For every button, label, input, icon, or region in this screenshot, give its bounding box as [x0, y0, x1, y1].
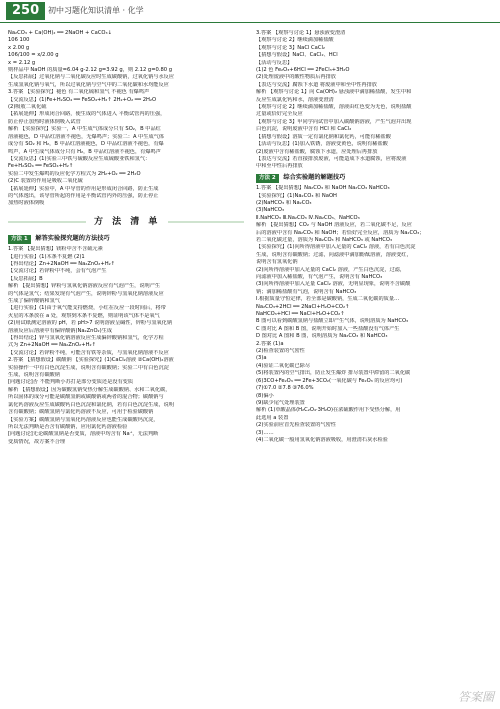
text-line: 解析 【猜想假设】因为碳酸氢钠受热分解生成碳酸钠、水和二氧化碳， — [8, 386, 171, 393]
text-line: 106/100 = x/2.00 g — [8, 52, 59, 59]
text-line: 过量或恰好完全反应 — [256, 111, 303, 118]
text-line: Ⅰ.根据质量守恒定律，若全部是碳酸钠，生成二氧化碳的质量… — [256, 296, 400, 303]
text-line: Na₂CO₃+2HCl ══ 2NaCl+H₂O+CO₂↑ — [256, 303, 350, 310]
text-line: (2)实验前应首先检查装置的气密性 — [256, 422, 336, 429]
text-line: [问题讨论]否 不能判断小苏打是部分变质还是没有变质 — [8, 379, 134, 386]
text-line: (4)二氧化碳一般用氢氧化钠溶液吸收，用澄清石灰水检验 — [256, 436, 388, 443]
text-line: 所以无法判断是否含有碳酸钠，应用氯化钙溶液检验 — [8, 423, 128, 430]
text-line: (7)①7.0 ②7.8 ③76.0% — [256, 385, 314, 392]
text-line: 白色沉淀，说明废液中含有 HCl 和 CaCl₂ — [256, 126, 352, 133]
text-line: 的气体是氢气；结果发现有气泡产生，说明锌粉与氢氧化钠溶液反应 — [8, 290, 164, 297]
text-line: C 图对比 A 图和 B 图，说明开始时加入一些盐酸没有气体产生 — [256, 325, 400, 332]
text-line: 钠；滴加稀盐酸有气泡，说明含有 NaHCO₃ — [256, 288, 357, 295]
text-line: Na₂CO₃ + Ca(OH)₂ ══ 2NaOH + CaCO₃↓ — [8, 30, 112, 36]
text-line: (4)验证二氧化碳已除尽 — [256, 362, 311, 369]
text-line: (2)用试纸测定溶液的 pH，若 pH>7 说明溶液呈碱性，锌粉与氢氧化钠 — [8, 320, 173, 327]
text-line: 3.答案 【观察与讨论 1】悬浊液变澄清 — [256, 30, 346, 36]
text-line: 防止停止加热时液体倒吸入试管 — [8, 118, 81, 125]
text-line: 【实验探究】(1)Na₂CO₃ 和 NaOH — [256, 192, 337, 199]
right-text-block-2 — [256, 185, 492, 444]
text-line: 解析 【提出猜想】锌粉与氢氧化钠溶液反应有气泡产生，说明产生 — [8, 283, 161, 290]
text-line: (8)偏小 — [256, 392, 274, 399]
text-line: 向滤液中加入稀盐酸，有气泡产生，说明含有 NaHCO₃ — [256, 274, 383, 280]
text-line: 【观察与讨论 2】继续滴加稀盐酸，溶液由红色变为无色，说明盐酸 — [256, 104, 412, 111]
method-2-title: 综合实验题的解题技巧 — [283, 173, 346, 181]
text-line: 反应生成氯化钙和水，溶液变澄清 — [256, 96, 334, 103]
text-line: 【实验探究】(1)向所得溶液中加入足量的 CaCl₂ 溶液，若有白色沉淀 — [256, 244, 416, 251]
text-line: 溶液反应后溶液中有偏锌酸钠(Na₂ZnO₂)生成 — [8, 327, 113, 334]
text-line: 【得出结论】Zn+2NaOH ══ Na₂ZnO₂+H₂↑ — [8, 260, 116, 267]
text-line: 成分有 SO₂ 和 H₂，B 中品红溶液褪色，D 中品红溶液不褪色，有爆 — [8, 141, 164, 148]
text-line: 生成氢氧化钠与氧气，所以过氧化钠与空气中的二氧化碳和水均能反应 — [8, 81, 169, 88]
text-line: 【得出结论】锌与氢氧化钠溶液反应生成偏锌酸钠和氢气，化学方程 — [8, 335, 164, 342]
method-list-banner — [8, 214, 244, 230]
text-line: 【活动与反思】 — [256, 59, 293, 66]
text-line: x = 2.12 g — [8, 59, 36, 66]
text-line: 1.答案 【提出猜想】Na₂CO₃ 和 NaOH Na₂CO₃ NaHCO₃ — [256, 185, 390, 192]
text-line: x 2.00 g — [8, 44, 30, 51]
text-line: 实验操作一中有白色沉淀生成，说明含有碳酸钠；实验二中有白色沉淀 — [8, 364, 169, 371]
text-line: 【观察与讨论 3】甲同学向试管中加入碳酸钠溶液，产生气泡并出现 — [256, 118, 412, 125]
header-title: 初中习题化知识清单 · 化学 — [48, 6, 144, 15]
text-line: 火星的木条放在 a 处，观察到木条不复燃，则证明该气体不是氧气 — [8, 312, 160, 319]
text-line: 说明含有氢氧化钠 — [256, 259, 298, 266]
text-line: 【交流讨论】若锌粉不纯，可能含有铁等杂质，与氢氧化钠溶液不反应 — [8, 349, 169, 356]
text-line: 所以固体的成分可能是碳酸氢钠或碳酸钠或两者的混合物；碳酸钠与 — [8, 394, 164, 401]
text-line: 解析 【实验探究】实验一，A 中生成气体成分只有 SO₂，B 中品红 — [8, 126, 161, 133]
text-line: 此选用 a 装置 — [256, 414, 289, 421]
text-line: 氯化钙溶液反应生成碳酸钙白色沉淀和氯化钠，若有白色沉淀生成，说明 — [8, 401, 175, 408]
text-line: 的气体逸出，该导管所起的作用是平衡试管内外的压强，防止停止 — [8, 192, 159, 199]
left-column — [8, 30, 244, 446]
text-line: (1)2 色 Fe₂O₃+6HCl ══ 2FeCl₃+3H₂O — [256, 67, 350, 74]
text-line: (2)废液中含有稀盐酸，腐蚀下水道，应处理后再排放 — [256, 148, 378, 155]
text-line: 【拓展延伸】实验中，A 中导管的作用是形成闭合回路，防止生成 — [8, 185, 159, 192]
text-line: (2)NaHCO₃ 和 Na₂CO₃ — [256, 199, 312, 206]
page-number: 250 — [6, 2, 45, 20]
text-line: 【表达与交流】若直接排放废液，可能造成下水道腐蚀，应将废液 — [256, 155, 407, 162]
left-text-block — [8, 30, 244, 208]
page-header — [0, 0, 500, 23]
text-line: 【猜想与假设】NaCl、CaCl₂、HCl — [256, 52, 338, 59]
text-line: 【观察与讨论 3】NaCl CaCl₂ — [256, 44, 325, 51]
text-line: 解析 【观察与讨论 1】向 Ca(OH)₂ 悬浊液中滴加稀盐酸，发生中和 — [256, 89, 412, 96]
text-line: 2.答案 【猜想假设】碳酸钠 【实验探究】(1)CaCl₂溶液 ②Ca(OH)₂溶液 — [8, 357, 174, 364]
text-line: 【反思拓展】过氧化钠与二氧化碳反应时生成碳酸钠，过氧化钠与水反应 — [8, 74, 175, 81]
text-line: 解析 (1)草酸晶体(H₂C₂O₄·3H₂O)在浓硫酸作用下受热分解，用 — [256, 407, 401, 414]
text-line: (2)处理废液中的酸性物质后再排放 — [256, 74, 336, 81]
text-line: 【表达与交流】腐蚀下水道 将废液中和至中性再排放 — [256, 81, 377, 88]
banner-title: 方 法 清 单 — [86, 214, 168, 230]
text-line: 式为 Zn+2NaOH ══ Na₂ZnO₂+H₂↑ — [8, 342, 96, 349]
text-line: (2)检查装置的气密性 — [256, 348, 305, 355]
text-line: Fe+H₂SO₄ ══ FeSO₄+H₂↑ — [8, 163, 74, 170]
text-line: 鸣声，A 中生成气体成分只有 H₂，B 中品红溶液不褪色，有爆鸣声 — [8, 148, 161, 155]
text-line: [问题讨论]无论碳酸氢钠是否变质，溶液中均含有 Na⁺，无法判断 — [8, 431, 159, 438]
text-line: 加热时液体倒吸 — [8, 200, 45, 207]
text-line: 生成了偏锌酸钠和氢气 — [8, 298, 60, 304]
text-line: 【实验方案】碳酸氢钠与氢氧化钙溶液反应也能生成碳酸钙沉淀， — [8, 416, 159, 423]
method-1-tag: 方法 1 — [8, 235, 31, 244]
right-text-block — [256, 30, 492, 171]
text-line: 溶液褪色，D 中品红溶液不褪色，无爆鸣声；实验二：A 中生成气体 — [8, 133, 165, 140]
text-line: 2.答案 (1)a — [256, 340, 284, 347]
text-line: D 图对比 A 图和 B 图，说明溶质为 Na₂CO₃ 和 NaHCO₃ — [256, 333, 388, 340]
text-line: Ⅱ.NaHCO₃ Ⅲ.Na₂CO₃ Ⅳ.Na₂CO₃、NaHCO₃ — [256, 214, 360, 221]
text-line: 生成，说明含有碳酸钠 — [8, 372, 60, 379]
text-line: (3)NaHCO₃ — [256, 207, 285, 214]
text-line: 则样品中 NaOH 的质量=6.04 g-2.12 g=3.92 g，则 2.12 g=0.80 g — [8, 67, 173, 74]
method-1-title: 解答实验探究题的方法技巧 — [35, 234, 110, 242]
text-line: 【交流反思】(1)实验三中铁与硫酸反应生成硫酸亚铁和氢气： — [8, 155, 151, 162]
text-line: 变质情况，故方案不合理 — [8, 438, 66, 445]
text-line: (2)C 装置的作用是吸收二氧化硫 — [8, 178, 83, 185]
text-line: 【观察与讨论 2】继续滴加稀盐酸 — [256, 37, 334, 44]
text-line: 解析 【提出猜想】CO₂ 与 NaOH 溶液反应，若二氧化碳不足，反应 — [256, 222, 412, 229]
text-line: 含有碳酸钠；碳酸氢钠与氯化钙溶液不反应，可用于检验碳酸钠 — [8, 409, 154, 416]
text-line: 106 100 — [8, 37, 30, 44]
text-line: NaHCO₃+HCl ══ NaCl+H₂O+CO₂↑ — [256, 311, 345, 318]
method-2-tag: 方法 2 — [256, 174, 279, 183]
text-line: (6)3CO+Fe₂O₃ ══ 2Fe+3CO₂(一氧化碳与 Fe₂O₃ 的反应均可) — [256, 377, 403, 384]
text-line: 3.答案 【实验探究】褪色 有二氧化硫和氢气 不褪色 有爆鸣声 — [8, 89, 150, 96]
text-line: (2)吸收二氧化硫 — [8, 104, 47, 111]
left-text-block-2 — [8, 246, 244, 446]
text-line: 实验二中发生爆鸣的反应化学方程式为 2H₂+O₂ ══ 2H₂O — [8, 170, 141, 177]
text-line: 【交流反思】(1)Fe+H₂SO₄ ══ FeSO₄+H₂↑ 2H₂+O₂ ══ 2H₂O — [8, 96, 157, 103]
text-line: 若二氧化碳过量，溶质为 Na₂CO₃ 和 NaHCO₃ 或 NaHCO₃ — [256, 236, 393, 243]
text-line: 【拓展延伸】形成闭合回路，使生成的气体进入 平衡试管内的压强， — [8, 111, 166, 118]
text-line: 【反思拓展】B — [8, 275, 43, 282]
text-line: (3)…… — [256, 429, 274, 436]
text-line: (5)将装置内的空气排出，防止发生爆炸 排尽装置中滞留的二氧化碳 — [256, 370, 411, 377]
text-line: 中和至中性后再排放 — [256, 163, 303, 170]
text-line: (2)向所得溶液中加入足量的 CaCl₂ 溶液，产生白色沉淀，过滤， — [256, 266, 406, 273]
method-2-heading — [256, 174, 492, 183]
text-line: 【交流讨论】若锌粉中不纯，会有气泡产生 — [8, 268, 107, 275]
text-line: B 图可以看到碳酸氢钠与盐酸立即产生气体，说明溶质为 NaHCO₃ — [256, 318, 409, 325]
watermark: 答案圈 — [457, 690, 494, 704]
text-line: (3)向所得溶液中加入足量 CaCl₂ 溶液，无明显现象，说明不含碳酸 — [256, 281, 411, 288]
text-line: (9)缺少尾气处理装置 — [256, 399, 305, 406]
text-line: 【猜想与假设】溶质一定有氯化钠和氯化钙，可能有稀盐酸 — [256, 133, 391, 140]
text-line: 【进行实验】(1)由于氧气能支持燃烧，小红在反应一段时间后，将带 — [8, 305, 166, 312]
text-line: 【活动与反思】(1)加入铁锈，溶液变黄色，说明有稀盐酸 — [256, 141, 388, 148]
right-column — [256, 30, 492, 444]
text-line: 1.答案 【提出猜想】镁粉中含不含硫元素 — [8, 246, 103, 253]
text-line: (3)a — [256, 355, 267, 362]
text-line: 生成，说明含有碳酸钠；过滤，向滤液中滴加酚酞溶液，溶液变红， — [256, 251, 412, 258]
text-line: 【进行实验】(1)木条不复燃 (2)1 — [8, 253, 85, 260]
text-line: 后的溶液中含有 Na₂CO₃ 和 NaOH；若恰好完全反应，溶质为 Na₂CO₃； — [256, 229, 425, 236]
method-1-heading — [8, 235, 244, 244]
